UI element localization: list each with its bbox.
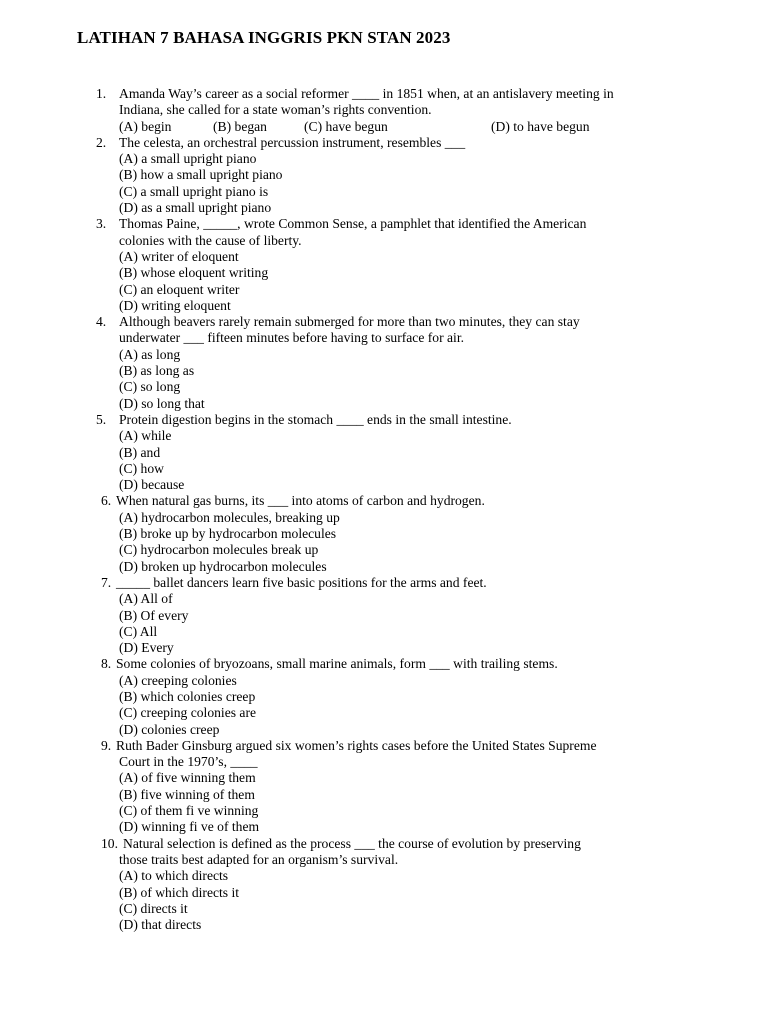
- answer-option-row: [0, 282, 768, 298]
- question-number: 8.: [101, 656, 112, 672]
- answer-option-row: [0, 885, 768, 901]
- answer-option-row: [0, 167, 768, 183]
- question-number: 9.: [101, 737, 112, 753]
- question-text-line: Thomas Paine, _____, wrote Common Sense, a pamphlet that identified the American: [119, 216, 587, 232]
- answer-option-row: [0, 640, 768, 656]
- answer-option-row: [0, 363, 768, 379]
- question-text-row: [0, 216, 768, 232]
- question-number: 10.: [101, 835, 118, 851]
- question-text-line: Amanda Way’s career as a social reformer ____ in 1851 when, at an antislavery meeting in: [119, 86, 614, 101]
- question-5: [0, 412, 768, 493]
- answer-option: (B) and: [119, 444, 161, 460]
- answer-option-row: [0, 787, 768, 803]
- question-1: [0, 86, 768, 135]
- answer-option: (D) that directs: [119, 917, 202, 933]
- answer-option: (A) a small upright piano: [119, 151, 257, 167]
- answer-option: (B) how a small upright piano: [119, 167, 283, 183]
- question-text-row: [0, 135, 768, 151]
- question-number: 4.: [96, 314, 107, 330]
- question-10: [0, 836, 768, 934]
- answer-option: (D) broken up hydrocarbon molecules: [119, 558, 327, 574]
- answer-option-row: [0, 477, 768, 493]
- question-text-line: Some colonies of bryozoans, small marine animals, form ___ with trailing stems.: [116, 656, 558, 672]
- answer-option: (A) hydrocarbon molecules, breaking up: [119, 509, 340, 525]
- question-text-row: [0, 233, 768, 249]
- answer-option: (C) creeping colonies are: [119, 705, 257, 721]
- answer-option-row: [0, 819, 768, 835]
- question-text-row: [0, 493, 768, 509]
- answer-option-row: [0, 184, 768, 200]
- answer-option: (C) All: [119, 623, 158, 639]
- question-text-line: When natural gas burns, its ___ into atoms of carbon and hydrogen.: [116, 493, 485, 509]
- question-text-row: [0, 314, 768, 330]
- answer-option: (A) All of: [119, 591, 173, 607]
- answer-option: (A) begin: [119, 118, 172, 134]
- document-title: LATIHAN 7 BAHASA INGGRIS PKN STAN 2023: [77, 28, 451, 47]
- question-text-row: [0, 656, 768, 672]
- question-text-line: Ruth Bader Ginsburg argued six women’s rights cases before the United States Supreme: [116, 737, 597, 753]
- answer-option: (A) as long: [119, 346, 181, 362]
- answer-option-row: [0, 379, 768, 395]
- answer-option-row: [0, 673, 768, 689]
- question-2: [0, 135, 768, 216]
- question-text-row: [0, 412, 768, 428]
- answer-option: (A) while: [119, 428, 172, 444]
- question-number: 5.: [96, 411, 107, 427]
- answer-option-row: [0, 298, 768, 314]
- answer-option: (C) a small upright piano is: [119, 183, 269, 199]
- question-text-row: [0, 330, 768, 346]
- answer-option-row: [0, 461, 768, 477]
- answer-option-row: [0, 803, 768, 819]
- answer-option-row: [0, 705, 768, 721]
- answer-option: (D) as a small upright piano: [119, 200, 272, 216]
- answer-option: (D) because: [119, 477, 185, 493]
- answer-option-row: [0, 526, 768, 542]
- answer-option: (A) to which directs: [119, 868, 229, 884]
- answer-option-row: [0, 151, 768, 167]
- question-text-line: Natural selection is defined as the process ___ the course of evolution by preserving: [123, 835, 581, 851]
- answer-option-row: [0, 591, 768, 607]
- question-text-line: _____ ballet dancers learn five basic positions for the arms and feet.: [116, 574, 487, 590]
- answer-option-row: [0, 770, 768, 786]
- answer-option: (C) directs it: [119, 900, 188, 916]
- answer-option-row: [0, 347, 768, 363]
- answer-option-row: [0, 917, 768, 933]
- answer-option-row: [0, 901, 768, 917]
- question-9: [0, 738, 768, 836]
- answer-option: (B) as long as: [119, 363, 195, 379]
- question-text-line: The celesta, an orchestral percussion instrument, resembles ___: [119, 134, 466, 150]
- question-text-line: those traits best adapted for an organism’s survival.: [119, 851, 399, 867]
- question-number: 3.: [96, 216, 107, 232]
- question-list: [0, 86, 768, 933]
- question-text-row: [0, 754, 768, 770]
- answer-option: (C) how: [119, 460, 164, 476]
- answer-option-row: [0, 265, 768, 281]
- answer-option: (C) hydrocarbon molecules break up: [119, 542, 319, 558]
- question-number: 1.: [96, 86, 107, 101]
- answer-option: (D) winning fi ve of them: [119, 819, 260, 835]
- answer-option: (B) of which directs it: [119, 884, 240, 900]
- answer-option-row: [0, 428, 768, 444]
- answer-option: (B) broke up by hydrocarbon molecules: [119, 526, 337, 542]
- answer-option: (C) so long: [119, 379, 181, 395]
- answer-option-row: [0, 689, 768, 705]
- answer-option-row: [0, 445, 768, 461]
- question-text-row: [0, 575, 768, 591]
- answer-option-row: [0, 396, 768, 412]
- question-7: [0, 575, 768, 656]
- answer-option-row: [0, 722, 768, 738]
- answer-option: (B) which colonies creep: [119, 688, 256, 704]
- answer-option: (A) of five winning them: [119, 770, 256, 786]
- answer-option-row: [0, 510, 768, 526]
- answer-option: (D) writing eloquent: [119, 297, 231, 313]
- answer-option-row: [0, 559, 768, 575]
- answer-option: (C) an eloquent writer: [119, 281, 240, 297]
- answer-option-row: [0, 249, 768, 265]
- answer-option: (B) began: [213, 118, 267, 134]
- question-3: [0, 216, 768, 314]
- question-text-row: [0, 836, 768, 852]
- question-text-line: Indiana, she called for a state woman’s rights convention.: [119, 102, 432, 118]
- answer-option-row: [0, 200, 768, 216]
- answer-option: (B) Of every: [119, 607, 189, 623]
- answer-option: (D) colonies creep: [119, 721, 220, 737]
- question-text-line: underwater ___ fifteen minutes before having to surface for air.: [119, 330, 464, 346]
- question-text-row: [0, 852, 768, 868]
- answer-option-row: [0, 542, 768, 558]
- question-number: 7.: [101, 574, 112, 590]
- question-text-row: [0, 102, 768, 118]
- question-6: [0, 493, 768, 574]
- question-text-line: colonies with the cause of liberty.: [119, 232, 302, 248]
- answer-options-row: [0, 119, 768, 135]
- answer-option: (B) five winning of them: [119, 786, 255, 802]
- answer-option: (B) whose eloquent writing: [119, 265, 269, 281]
- answer-option: (D) to have begun: [491, 118, 590, 134]
- question-8: [0, 656, 768, 737]
- answer-option: (A) creeping colonies: [119, 672, 237, 688]
- question-text-line: Although beavers rarely remain submerged for more than two minutes, they can stay: [119, 314, 580, 330]
- answer-option: (C) have begun: [304, 118, 388, 134]
- question-number: 6.: [101, 493, 112, 509]
- question-number: 2.: [96, 134, 107, 150]
- question-text-row: [0, 86, 768, 102]
- question-4: [0, 314, 768, 412]
- answer-option-row: [0, 868, 768, 884]
- answer-option-row: [0, 624, 768, 640]
- question-text-row: [0, 738, 768, 754]
- answer-option: (A) writer of eloquent: [119, 248, 239, 264]
- answer-option: (C) of them fi ve winning: [119, 803, 259, 819]
- answer-option: (D) Every: [119, 640, 174, 656]
- question-text-line: Court in the 1970’s, ____: [119, 754, 258, 770]
- answer-option-row: [0, 608, 768, 624]
- question-text-line: Protein digestion begins in the stomach ____ ends in the small intestine.: [119, 411, 512, 427]
- answer-option: (D) so long that: [119, 395, 205, 411]
